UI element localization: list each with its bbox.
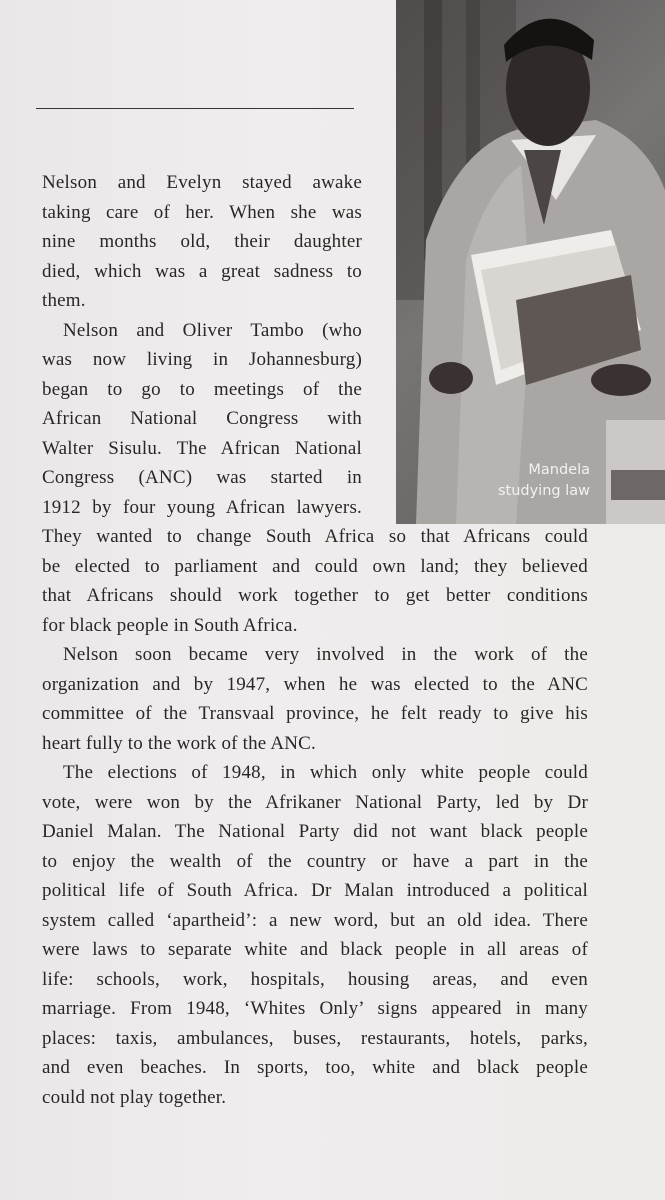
text-line: Nelson and Evelyn stayed awake (42, 172, 362, 193)
text-line: African National Congress with (42, 408, 362, 429)
paragraph-1 (42, 168, 588, 316)
caption-line: Mandela (528, 462, 590, 478)
text-line: They wanted to change South Africa so that Africans could (42, 526, 588, 547)
text-line: marriage. From 1948, ‘Whites Only’ signs appeared in many (42, 998, 588, 1019)
text-line: for black people in South Africa. (42, 614, 298, 636)
text-line: heart fully to the work of the ANC. (42, 732, 317, 754)
text-line: Nelson and Oliver Tambo (who (63, 319, 362, 341)
text-line: Daniel Malan. The National Party did not want black people (42, 821, 588, 842)
text-line: and even beaches. In sports, too, white and black people (42, 1057, 588, 1078)
text-line: committee of the Transvaal province, he felt ready to give his (42, 703, 588, 724)
caption-line: studying law (497, 483, 590, 499)
text-line: The elections of 1948, in which only white people could (63, 762, 588, 783)
text-line: vote, were won by the Afrikaner National Party, led by Dr (42, 791, 588, 813)
text-line: that Africans should work together to get better conditions (42, 585, 588, 606)
paragraph-3 (42, 640, 588, 758)
text-line: system called ‘apartheid’: a new word, but an old idea. There (42, 909, 588, 931)
text-line: be elected to parliament and could own land; they believed (42, 555, 588, 577)
text-line: places: taxis, ambulances, buses, restaurants, hotels, parks, (42, 1027, 588, 1049)
text-line: died, which was a great sadness to (42, 260, 362, 282)
paragraph-4 (42, 758, 588, 1112)
text-line: was now living in Johannesburg) (42, 349, 362, 370)
text-line: taking care of her. When she was (42, 201, 362, 223)
text-line: began to go to meetings of the (42, 378, 362, 400)
text-line: 1912 by four young African lawyers. (42, 496, 362, 518)
paragraph-2 (42, 316, 588, 641)
text-line: to enjoy the wealth of the country or have a part in the (42, 850, 588, 872)
text-line: organization and by 1947, when he was elected to the ANC (42, 673, 588, 695)
section-rule (36, 108, 354, 109)
text-line: were laws to separate white and black people in all areas of (42, 939, 588, 960)
text-line: political life of South Africa. Dr Malan introduced a political (42, 880, 588, 901)
text-line: them. (42, 290, 86, 311)
text-line: life: schools, work, hospitals, housing areas, and even (42, 968, 588, 990)
text-line: Nelson soon became very involved in the work of the (63, 644, 588, 665)
body-text (42, 168, 588, 1112)
text-line: nine months old, their daughter (42, 231, 362, 252)
text-line: Walter Sisulu. The African National (42, 437, 362, 459)
text-line: could not play together. (42, 1086, 227, 1108)
text-line: Congress (ANC) was started in (42, 467, 362, 488)
